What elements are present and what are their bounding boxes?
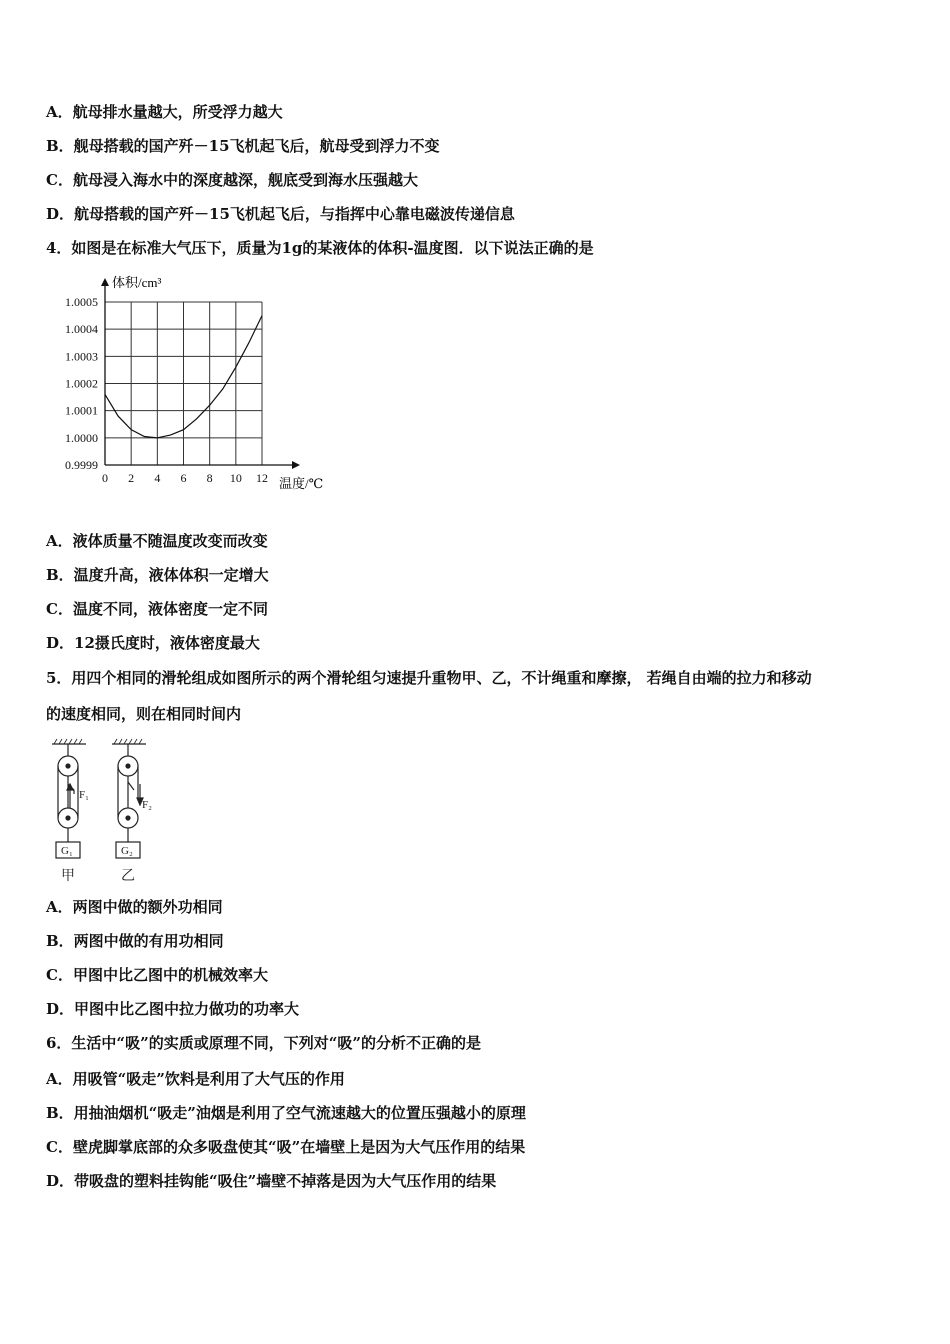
x-axis-arrow — [292, 461, 300, 469]
x-tick-label: 0 — [102, 471, 108, 485]
x-tick-label: 10 — [229, 471, 242, 485]
q6-option-b: B．用抽油烟机“吸走”油烟是利用了空气流速越大的位置压强越小的原理 — [46, 1104, 526, 1122]
left-weight-label: G₁ — [61, 845, 73, 857]
y-axis-label: 体积/cm³ — [112, 275, 162, 290]
q5-option-d: D．甲图中比乙图中拉力做功的功率大 — [46, 1000, 300, 1018]
q4-option-b: B．温度升高，液体体积一定增大 — [46, 566, 269, 584]
q6-stem: 6．生活中“吸”的实质或原理不同，下列对“吸”的分析不正确的是 — [46, 1034, 481, 1052]
q4-option-c: C．温度不同，液体密度一定不同 — [46, 600, 268, 618]
q3-option-a: A．航母排水量越大，所受浮力越大 — [46, 103, 283, 121]
left-force-label: F₁ — [79, 789, 89, 801]
q3-option-c: C．航母浸入海水中的深度越深，舰底受到海水压强越大 — [46, 171, 418, 189]
right-caption: 乙 — [121, 869, 135, 884]
q3-option-d: D．航母搭载的国产歼－15飞机起飞后，与指挥中心靠电磁波传递信息 — [46, 205, 515, 223]
y-axis-arrow — [101, 278, 109, 286]
y-tick-label: 1.0001 — [65, 403, 98, 418]
q5-stem-line1: 5．用四个相同的滑轮组成如图所示的两个滑轮组匀速提升重物甲、乙，不计绳重和摩擦， 若绳自由端的拉力和移动 — [46, 669, 812, 687]
x-tick-label: 6 — [180, 471, 187, 485]
q3-option-b: B．舰母搭载的国产歼－15飞机起飞后，航母受到浮力不变 — [46, 137, 440, 155]
right-force-label: F₂ — [142, 799, 152, 811]
q5-stem-line2: 的速度相同，则在相同时间内 — [46, 705, 242, 723]
x-tick-label: 2 — [128, 471, 135, 485]
y-tick-label: 1.0003 — [65, 349, 98, 364]
y-tick-label: 0.9999 — [65, 458, 98, 472]
pulley-systems-figure — [44, 738, 174, 888]
q5-option-a: A．两图中做的额外功相同 — [46, 898, 223, 916]
q6-option-d: D．带吸盘的塑料挂钩能“吸住”墙壁不掉落是因为大气压作用的结果 — [46, 1172, 497, 1190]
q6-option-c: C．壁虎脚掌底部的众多吸盘使其“吸”在墙壁上是因为大气压作用的结果 — [46, 1138, 526, 1156]
q5-option-b: B．两图中做的有用功相同 — [46, 932, 224, 950]
y-tick-label: 1.0004 — [65, 322, 98, 337]
q6-option-a: A．用吸管“吸走”饮料是利用了大气压的作用 — [46, 1070, 345, 1088]
y-tick-label: 1.0000 — [65, 430, 98, 445]
right-weight-label: G₂ — [121, 845, 133, 857]
left-caption: 甲 — [61, 869, 75, 884]
x-axis-label: 温度/℃ — [279, 476, 324, 491]
volume-temperature-chart — [50, 270, 340, 500]
x-tick-label: 4 — [154, 471, 161, 485]
y-tick-label: 1.0002 — [65, 376, 98, 391]
y-tick-label: 1.0005 — [65, 295, 98, 309]
q4-stem: 4．如图是在标准大气压下，质量为1g的某液体的体积-温度图．以下说法正确的是 — [46, 239, 594, 257]
q4-option-a: A．液体质量不随温度改变而改变 — [46, 532, 268, 550]
x-tick-label: 12 — [256, 471, 268, 485]
x-tick-label: 8 — [206, 471, 213, 485]
q4-option-d: D．12摄氏度时，液体密度最大 — [46, 634, 260, 652]
q5-option-c: C．甲图中比乙图中的机械效率大 — [46, 966, 268, 984]
